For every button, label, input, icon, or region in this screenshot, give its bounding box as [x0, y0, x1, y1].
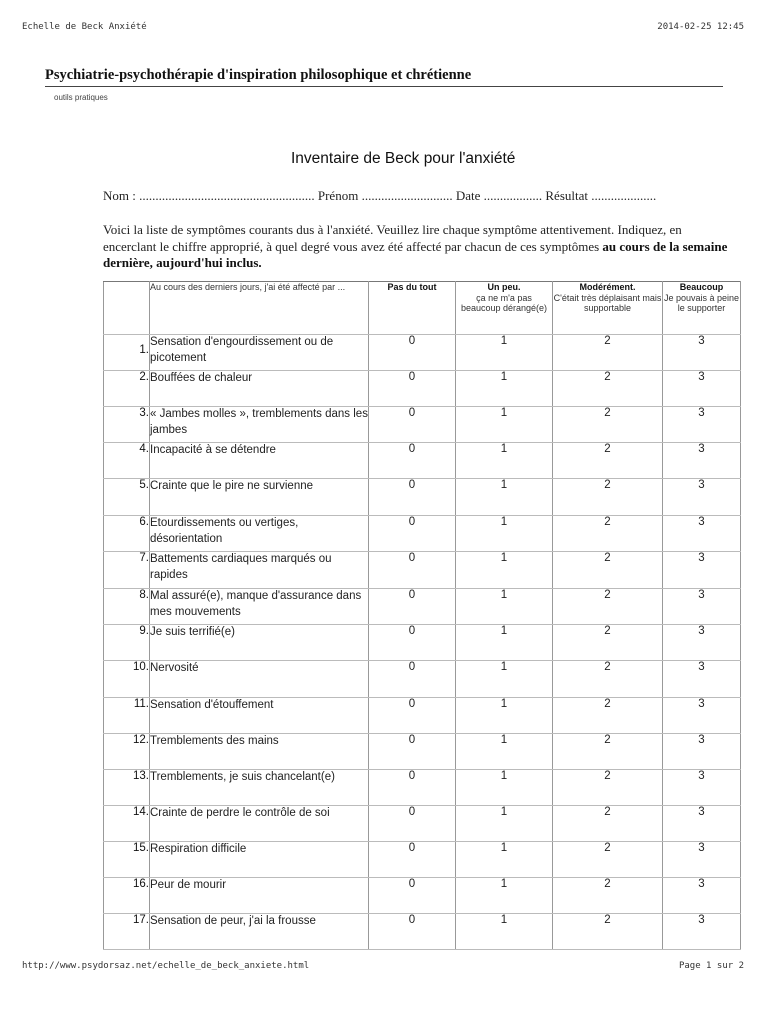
score-option[interactable]: 0 [369, 589, 456, 625]
document-title: Inventaire de Beck pour l'anxiété [291, 150, 516, 167]
item-number: 4. [104, 443, 150, 479]
score-option[interactable]: 0 [369, 698, 456, 734]
score-option[interactable]: 0 [369, 770, 456, 806]
score-option[interactable]: 2 [553, 734, 663, 770]
item-number: 11. [104, 698, 150, 734]
score-option[interactable]: 3 [663, 806, 741, 842]
table-row [104, 625, 741, 661]
item-number: 14. [104, 806, 150, 842]
score-option[interactable]: 3 [663, 479, 741, 516]
field-nom: Nom : ...................................................... [103, 188, 315, 203]
score-option[interactable]: 3 [663, 842, 741, 878]
score-option[interactable]: 1 [456, 734, 553, 770]
score-option[interactable]: 1 [456, 842, 553, 878]
item-number: 1. [104, 335, 150, 371]
score-option[interactable]: 1 [456, 589, 553, 625]
item-symptom: Sensation d'étouffement [150, 698, 369, 734]
instructions-text: Voici la liste de symptômes courants dus à l'anxiété. Veuillez lire chaque symptôme attentivement. Indiquez, en encerclant le chiffre approprié, à quel degré vous avez été affecté par chacun de ces symptômes [103, 222, 682, 254]
item-symptom: Etourdissements ou vertiges, désorientation [150, 516, 369, 552]
score-option[interactable]: 3 [663, 516, 741, 552]
item-number: 6. [104, 516, 150, 552]
score-option[interactable]: 3 [663, 698, 741, 734]
score-option[interactable]: 3 [663, 589, 741, 625]
inventory-items [104, 335, 741, 950]
score-option[interactable]: 1 [456, 770, 553, 806]
score-option[interactable]: 0 [369, 914, 456, 950]
table-row [104, 516, 741, 552]
header-col-beaucoup [663, 282, 741, 335]
score-option[interactable]: 2 [553, 914, 663, 950]
header-number-cell [104, 282, 150, 335]
item-number: 8. [104, 589, 150, 625]
item-number: 9. [104, 625, 150, 661]
header-col-pas-du-tout [369, 282, 456, 335]
score-option[interactable]: 3 [663, 878, 741, 914]
table-row [104, 371, 741, 407]
table-row [104, 770, 741, 806]
score-option[interactable]: 3 [663, 371, 741, 407]
score-option[interactable]: 1 [456, 625, 553, 661]
item-symptom: Nervosité [150, 661, 369, 698]
score-option[interactable]: 3 [663, 335, 741, 371]
score-option[interactable]: 3 [663, 734, 741, 770]
score-option[interactable]: 0 [369, 443, 456, 479]
field-resultat: Résultat .................... [545, 188, 657, 203]
header-col-desc: ça ne m'a pas beaucoup dérangé(e) [460, 292, 548, 313]
site-title-rule [45, 86, 723, 87]
score-option[interactable]: 3 [663, 407, 741, 443]
site-subtitle: outils pratiques [54, 93, 108, 102]
table-row [104, 878, 741, 914]
score-option[interactable]: 2 [553, 661, 663, 698]
table-row [104, 698, 741, 734]
score-option[interactable]: 0 [369, 335, 456, 371]
score-option[interactable]: 1 [456, 914, 553, 950]
item-symptom: Crainte que le pire ne survienne [150, 479, 369, 516]
header-col-moderement [553, 282, 663, 335]
score-option[interactable]: 1 [456, 371, 553, 407]
table-row [104, 443, 741, 479]
item-symptom: Tremblements, je suis chancelant(e) [150, 770, 369, 806]
score-option[interactable]: 2 [553, 371, 663, 407]
score-option[interactable]: 2 [553, 589, 663, 625]
item-symptom: Peur de mourir [150, 878, 369, 914]
header-col-title: Pas du tout [387, 282, 437, 292]
score-option[interactable]: 1 [456, 661, 553, 698]
item-symptom: Respiration difficile [150, 842, 369, 878]
header-col-title: Beaucoup [679, 282, 724, 292]
table-row [104, 806, 741, 842]
score-option[interactable]: 0 [369, 661, 456, 698]
score-option[interactable]: 1 [456, 698, 553, 734]
score-option[interactable]: 1 [456, 335, 553, 371]
table-row [104, 842, 741, 878]
table-row [104, 335, 741, 371]
score-option[interactable]: 1 [456, 878, 553, 914]
score-option[interactable]: 3 [663, 443, 741, 479]
header-col-desc: Je pouvais à peine le supporter [663, 292, 740, 313]
item-symptom: Incapacité à se détendre [150, 443, 369, 479]
score-option[interactable]: 2 [553, 625, 663, 661]
site-title: Psychiatrie-psychothérapie d'inspiration philosophique et chrétienne [45, 67, 472, 83]
item-number: 2. [104, 371, 150, 407]
header-col-desc: C'était très déplaisant mais supportable [553, 292, 662, 313]
score-option[interactable]: 2 [553, 407, 663, 443]
item-symptom: Tremblements des mains [150, 734, 369, 770]
score-option[interactable]: 1 [456, 407, 553, 443]
table-header-row [104, 282, 741, 335]
item-number: 17. [104, 914, 150, 950]
score-option[interactable]: 1 [456, 443, 553, 479]
score-option[interactable]: 0 [369, 516, 456, 552]
score-option[interactable]: 3 [663, 914, 741, 950]
score-option[interactable]: 0 [369, 734, 456, 770]
field-date: Date .................. [455, 188, 543, 203]
item-symptom: « Jambes molles », tremblements dans les jambes [150, 407, 369, 443]
field-prenom: Prénom ............................ [317, 188, 453, 203]
item-symptom: Crainte de perdre le contrôle de soi [150, 806, 369, 842]
score-option[interactable]: 3 [663, 770, 741, 806]
score-option[interactable]: 2 [553, 335, 663, 371]
item-number: 16. [104, 878, 150, 914]
item-symptom: Sensation de peur, j'ai la frousse [150, 914, 369, 950]
item-number: 7. [104, 552, 150, 589]
score-option[interactable]: 2 [553, 479, 663, 516]
score-option[interactable]: 1 [456, 806, 553, 842]
item-number: 3. [104, 407, 150, 443]
score-option[interactable]: 0 [369, 552, 456, 589]
print-footer-url: http://www.psydorsaz.net/echelle_de_beck_anxiete.html [22, 961, 310, 971]
score-option[interactable]: 2 [553, 842, 663, 878]
item-symptom: Bouffées de chaleur [150, 371, 369, 407]
score-option[interactable]: 0 [369, 842, 456, 878]
table-row [104, 407, 741, 443]
score-option[interactable]: 2 [553, 770, 663, 806]
score-option[interactable]: 1 [456, 552, 553, 589]
score-option[interactable]: 0 [369, 878, 456, 914]
score-option[interactable]: 0 [369, 371, 456, 407]
form-fields-line [103, 188, 656, 204]
score-option[interactable]: 2 [553, 698, 663, 734]
score-option[interactable]: 2 [553, 443, 663, 479]
score-option[interactable]: 3 [663, 661, 741, 698]
score-option[interactable]: 3 [663, 552, 741, 589]
item-number: 5. [104, 479, 150, 516]
item-number: 15. [104, 842, 150, 878]
header-question: Au cours des derniers jours, j'ai été affecté par ... [150, 282, 369, 335]
score-option[interactable]: 2 [553, 552, 663, 589]
score-option[interactable]: 2 [553, 516, 663, 552]
header-col-title: Modérément. [579, 282, 636, 292]
score-option[interactable]: 0 [369, 625, 456, 661]
instructions-emphasis: au cours de la semaine dernière, aujourd'hui inclus. [103, 238, 728, 270]
score-option[interactable]: 1 [456, 516, 553, 552]
item-number: 12. [104, 734, 150, 770]
score-option[interactable]: 0 [369, 407, 456, 443]
header-col-title: Un peu. [487, 282, 521, 292]
item-number: 10. [104, 661, 150, 698]
print-header-timestamp: 2014-02-25 12:45 [657, 22, 744, 32]
score-option[interactable]: 2 [553, 878, 663, 914]
table-row [104, 914, 741, 950]
table-row [104, 589, 741, 625]
score-option[interactable]: 0 [369, 479, 456, 516]
item-symptom: Je suis terrifié(e) [150, 625, 369, 661]
item-symptom: Mal assuré(e), manque d'assurance dans mes mouvements [150, 589, 369, 625]
table-row [104, 552, 741, 589]
item-number: 13. [104, 770, 150, 806]
table-row [104, 661, 741, 698]
header-col-un-peu [456, 282, 553, 335]
instructions-paragraph [103, 222, 733, 272]
print-header-title: Echelle de Beck Anxiété [22, 22, 147, 32]
table-row [104, 479, 741, 516]
item-symptom: Sensation d'engourdissement ou de picotement [150, 335, 369, 371]
score-option[interactable]: 2 [553, 806, 663, 842]
print-footer-page: Page 1 sur 2 [678, 961, 744, 971]
item-symptom: Battements cardiaques marqués ou rapides [150, 552, 369, 589]
score-option[interactable]: 0 [369, 806, 456, 842]
inventory-table [103, 281, 741, 950]
score-option[interactable]: 3 [663, 625, 741, 661]
table-row [104, 734, 741, 770]
score-option[interactable]: 1 [456, 479, 553, 516]
